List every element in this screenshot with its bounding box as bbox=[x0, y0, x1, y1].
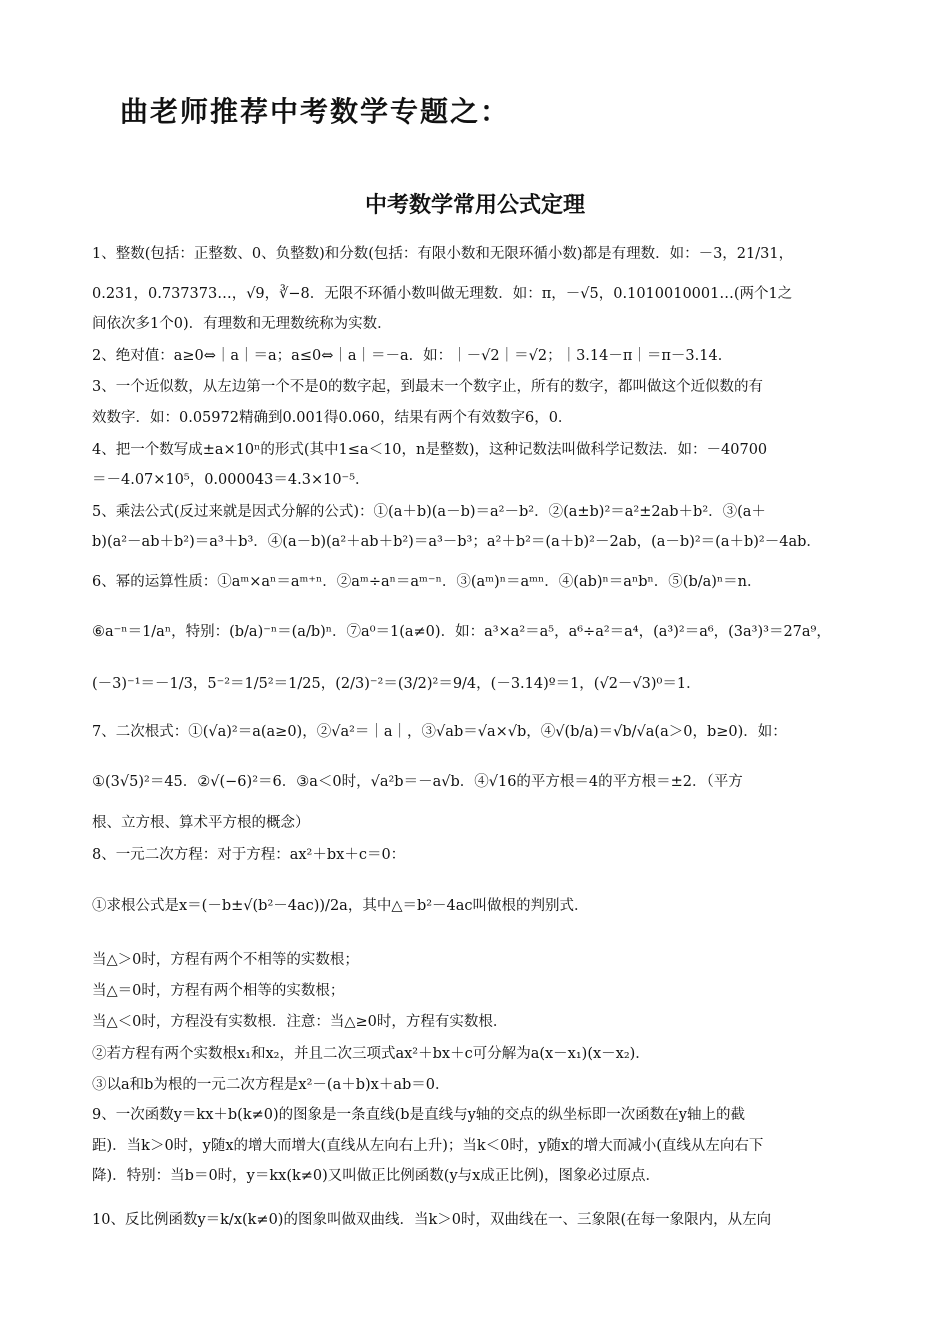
text-line: (－3)⁻¹＝－1/3，5⁻²＝1/5²＝1/25，(2/3)⁻²＝(3/2)²＝9/4，(－3.14)º＝1，(√2－√3)⁰＝1． bbox=[92, 676, 701, 692]
text-line: 根、立方根、算术平方根的概念） bbox=[92, 815, 310, 831]
text-line: 3、一个近似数，从左边第一个不是0的数字起，到最末一个数字止，所有的数字，都叫做这个近似数的有 bbox=[92, 379, 763, 395]
text-line: ③以a和b为根的一元二次方程是x²－(a＋b)x＋ab＝0． bbox=[92, 1077, 450, 1093]
text-line: 10、反比例函数y＝k/x(k≠0)的图象叫做双曲线．当k＞0时，双曲线在一、三象限(在每一象限内，从左向 bbox=[92, 1212, 772, 1228]
page-header: 曲老师推荐中考数学专题之： bbox=[120, 95, 511, 128]
text-line: 间依次多1个0)．有理数和无理数统称为实数． bbox=[92, 316, 392, 332]
text-line: 5、乘法公式(反过来就是因式分解的公式)：①(a＋b)(a－b)＝a²－b²．②(a±b)²＝a²±2ab＋b²．③(a＋ bbox=[92, 504, 766, 520]
text-line: ①求根公式是x＝(－b±√(b²－4ac))/2a，其中△＝b²－4ac叫做根的判别式． bbox=[92, 898, 589, 914]
text-line: 1、整数(包括：正整数、0、负整数)和分数(包括：有限小数和无限环循小数)都是有理数．如：－3，21/31， bbox=[92, 246, 794, 262]
text-line: 当△＜0时，方程没有实数根．注意：当△≥0时，方程有实数根． bbox=[92, 1014, 508, 1030]
text-line: 2、绝对值：a≥0⇔｜a｜＝a；a≤0⇔｜a｜＝－a．如：｜－√2｜＝√2；｜3.14－π｜＝π－3.14． bbox=[92, 348, 733, 364]
text-line: 当△＝0时，方程有两个相等的实数根； bbox=[92, 983, 345, 999]
text-line: 8、一元二次方程：对于方程：ax²＋bx＋c＝0： bbox=[92, 847, 406, 863]
text-line: ⑥a⁻ⁿ＝1/aⁿ，特别：(b/a)⁻ⁿ＝(a/b)ⁿ．⑦a⁰＝1(a≠0)．如：a³×a²＝a⁵，a⁶÷a²＝a⁴，(a³)²＝a⁶，(3a³)³＝27a⁹， bbox=[92, 624, 831, 640]
text-line: ②若方程有两个实数根x₁和x₂，并且二次三项式ax²＋bx＋c可分解为a(x－x₁)(x－x₂)． bbox=[92, 1046, 650, 1062]
text-line: 7、二次根式：①(√a)²＝a(a≥0)，②√a²＝｜a｜，③√ab＝√a×√b，④√(b/a)＝√b/√a(a＞0，b≥0)．如： bbox=[92, 724, 787, 740]
text-line: 效数字．如：0.05972精确到0.001得0.060，结果有两个有效数字6，0． bbox=[92, 410, 573, 426]
text-line: 距)．当k＞0时，y随x的增大而增大(直线从左向右上升)；当k＜0时，y随x的增大而减小(直线从左向右下 bbox=[92, 1138, 764, 1154]
page-title: 中考数学常用公式定理 bbox=[364, 193, 585, 218]
text-line: 4、把一个数写成±a×10ⁿ的形式(其中1≤a＜10，n是整数)，这种记数法叫做科学记数法．如：－40700 bbox=[92, 442, 768, 458]
text-line: b)(a²－ab＋b²)＝a³＋b³．④(a－b)(a²＋ab＋b²)＝a³－b³；a²＋b²＝(a＋b)²－2ab，(a－b)²＝(a＋b)²－4ab． bbox=[92, 534, 821, 550]
text-line: 6、幂的运算性质：①aᵐ×aⁿ＝aᵐ⁺ⁿ．②aᵐ÷aⁿ＝aᵐ⁻ⁿ．③(aᵐ)ⁿ＝aᵐⁿ．④(ab)ⁿ＝aⁿbⁿ．⑤(b/a)ⁿ＝n． bbox=[92, 574, 762, 590]
text-line: ①(3√5)²＝45．②√(−6)²＝6．③a＜0时，√a²b＝－a√b．④√16的平方根＝4的平方根＝±2．（平方 bbox=[92, 774, 743, 790]
text-line: 0.231，0.737373…，√9，∛−8．无限不环循小数叫做无理数．如：π，－√5，0.1010010001…(两个1之 bbox=[92, 286, 793, 302]
text-line: 9、一次函数y＝kx＋b(k≠0)的图象是一条直线(b是直线与y轴的交点的纵坐标即一次函数在y轴上的截 bbox=[92, 1107, 745, 1123]
text-line: 降)．特别：当b＝0时，y＝kx(k≠0)又叫做正比例函数(y与x成正比例)，图象必过原点． bbox=[92, 1168, 660, 1184]
text-line: ＝－4.07×10⁵，0.000043＝4.3×10⁻⁵． bbox=[92, 472, 370, 488]
text-line: 当△＞0时，方程有两个不相等的实数根； bbox=[92, 952, 359, 968]
